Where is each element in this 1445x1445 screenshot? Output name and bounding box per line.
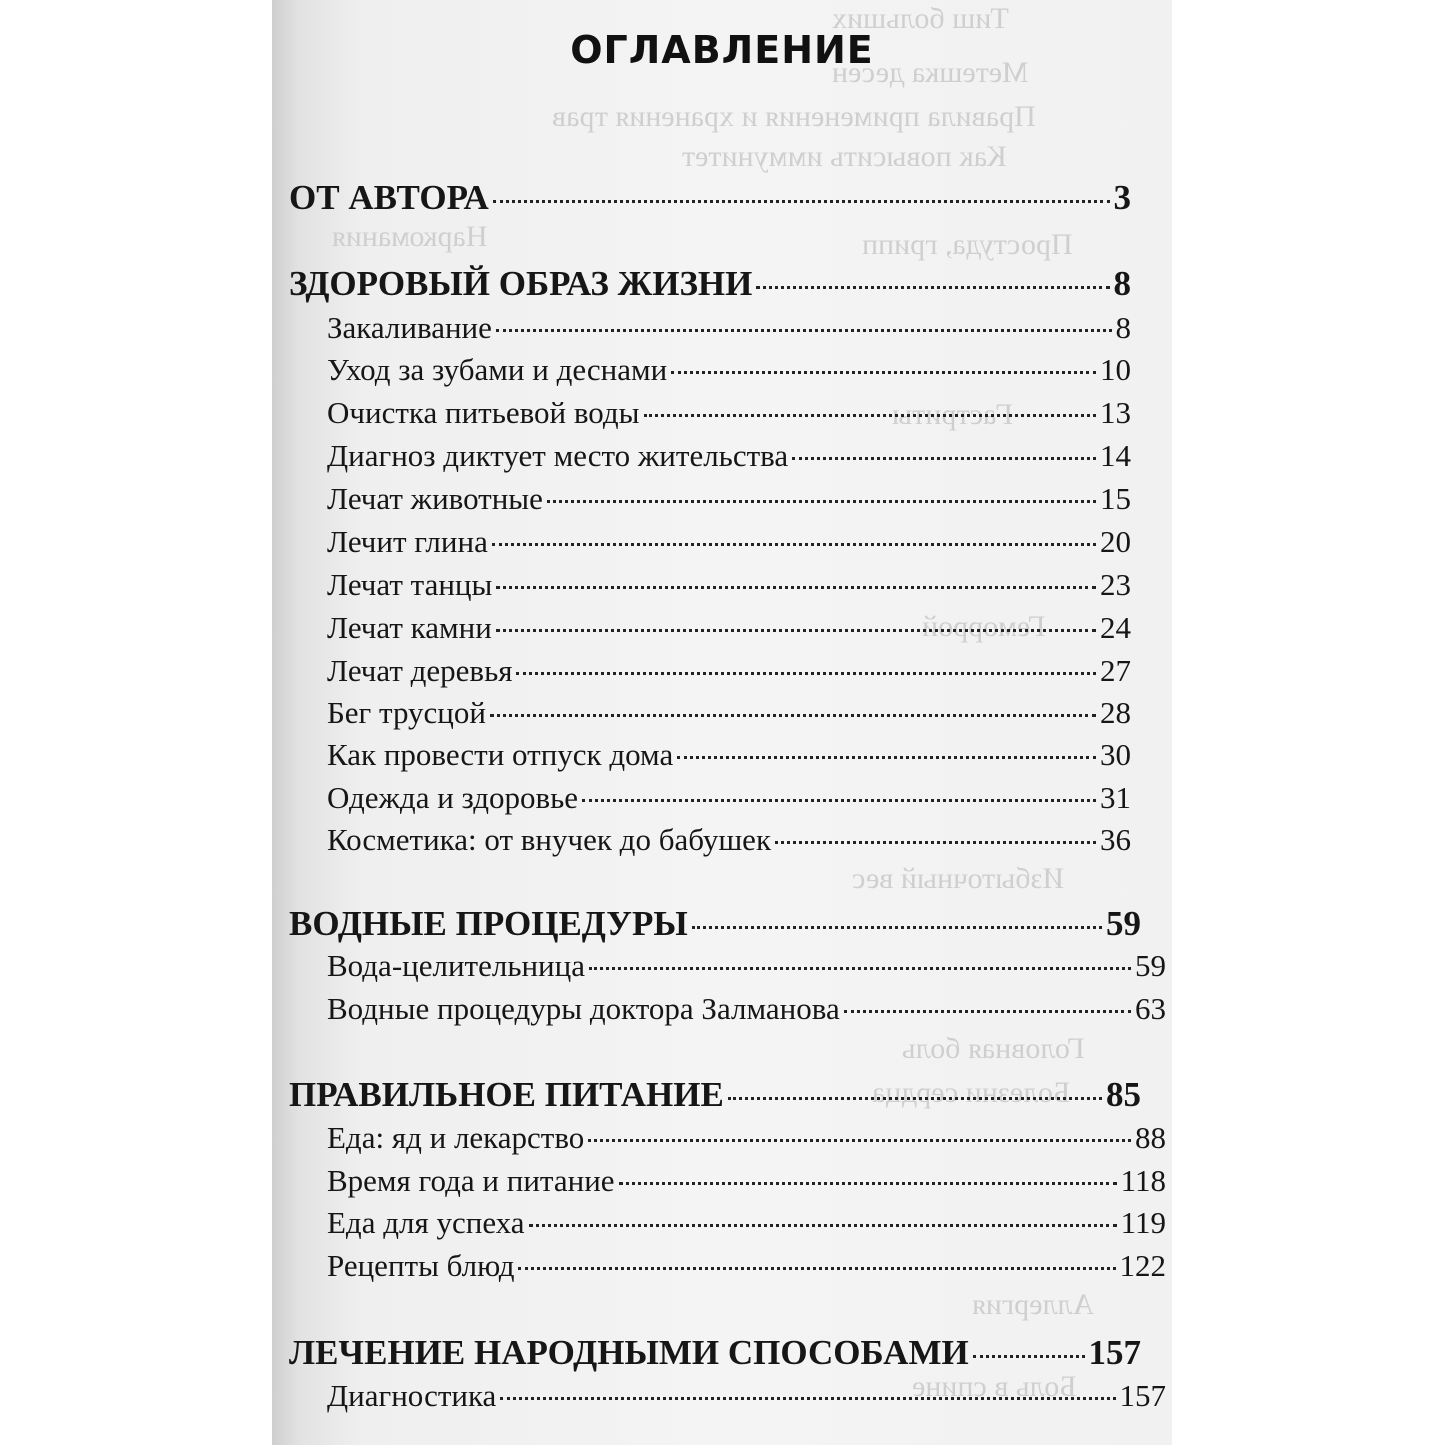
toc-entry-title: ПРАВИЛЬНОЕ ПИТАНИЕ	[289, 1075, 724, 1114]
toc-entry-title: Лечит глина	[327, 524, 488, 559]
dot-leader	[518, 1267, 1115, 1270]
toc-entry-title: ЗДОРОВЫЙ ОБРАЗ ЖИЗНИ	[289, 264, 753, 303]
toc-entry[interactable]	[327, 610, 1131, 652]
dot-leader	[973, 1355, 1085, 1358]
toc-entry[interactable]	[327, 991, 1166, 1033]
toc-entry-title: Диагностика	[327, 1378, 497, 1413]
toc-entry[interactable]	[327, 1205, 1166, 1247]
dot-leader	[844, 1010, 1131, 1013]
toc-entry-title: Диагноз диктует место жительства	[327, 438, 789, 473]
toc-entry[interactable]	[327, 1378, 1166, 1420]
toc-entry[interactable]	[289, 178, 1131, 220]
toc-entry[interactable]	[327, 481, 1131, 523]
dot-leader	[490, 714, 1096, 717]
bleed-through-line: Головная боль	[902, 1032, 1085, 1065]
dot-leader	[582, 799, 1096, 802]
toc-entry-title: ВОДНЫЕ ПРОЦЕДУРЫ	[289, 904, 688, 943]
toc-entry-title: Закаливание	[327, 310, 492, 345]
bleed-through-line: Аллергия	[972, 1288, 1095, 1321]
dot-leader	[496, 629, 1096, 632]
toc-entry-title: Вода-целительница	[327, 948, 585, 983]
toc-page-number: 157	[1088, 1333, 1141, 1372]
toc-entry-title: Рецепты блюд	[327, 1248, 515, 1283]
toc-entry-title: Лечат камни	[327, 610, 492, 645]
dot-leader	[692, 926, 1102, 929]
toc-page-number: 30	[1100, 737, 1131, 772]
dot-leader	[500, 1397, 1115, 1400]
toc-entry-title: ЛЕЧЕНИЕ НАРОДНЫМИ СПОСОБАМИ	[289, 1333, 969, 1372]
toc-page-number: 36	[1100, 822, 1131, 857]
toc-page-number: 10	[1100, 352, 1131, 387]
dot-leader	[671, 371, 1096, 374]
dot-leader	[756, 286, 1109, 289]
toc-entry[interactable]	[327, 524, 1131, 566]
toc-entry[interactable]	[327, 948, 1166, 990]
toc-entry-title: Косметика: от внучек до бабушек	[327, 822, 772, 857]
toc-page-number: 15	[1100, 481, 1131, 516]
bleed-through-line: Простуда, грипп	[862, 228, 1073, 261]
toc-heading: ОГЛАВЛЕНИЕ	[570, 28, 874, 72]
toc-entry-title: ОТ АВТОРА	[289, 178, 489, 217]
toc-entry[interactable]	[289, 1075, 1141, 1117]
toc-entry[interactable]	[327, 352, 1131, 394]
dot-leader	[493, 200, 1110, 203]
toc-entry-title: Лечат танцы	[327, 567, 493, 602]
dot-leader	[588, 1139, 1131, 1142]
dot-leader	[496, 329, 1112, 332]
toc-page-number: 118	[1120, 1163, 1166, 1198]
toc-entry[interactable]	[327, 310, 1131, 352]
bleed-through-line: Болезни сердца	[872, 1076, 1071, 1109]
dot-leader	[529, 1224, 1117, 1227]
toc-entry-title: Время года и питание	[327, 1163, 615, 1198]
dot-leader	[496, 586, 1096, 589]
toc-entry[interactable]	[327, 438, 1131, 480]
toc-page-number: 59	[1106, 904, 1141, 943]
toc-entry-title: Лечат животные	[327, 481, 543, 516]
toc-entry[interactable]	[327, 395, 1131, 437]
toc-entry[interactable]	[327, 653, 1131, 695]
dot-leader	[492, 543, 1096, 546]
bleed-through-line: Боль в спине	[912, 1370, 1077, 1403]
toc-page-number: 8	[1113, 264, 1131, 303]
bleed-through-line: Наркомания	[332, 220, 488, 253]
toc-page-number: 24	[1100, 610, 1131, 645]
bleed-through-line: Тиш больших	[832, 2, 1009, 35]
toc-page-number: 59	[1135, 948, 1166, 983]
toc-page-number: 85	[1106, 1075, 1141, 1114]
toc-page-number: 122	[1119, 1248, 1166, 1283]
toc-page-number: 3	[1113, 178, 1131, 217]
bleed-through-line: Метешка десен	[832, 56, 1029, 89]
toc-page-number: 28	[1100, 695, 1131, 730]
toc-page-number: 88	[1135, 1120, 1166, 1155]
dot-leader	[589, 967, 1131, 970]
toc-page-number: 8	[1115, 310, 1131, 345]
toc-page-number: 157	[1119, 1378, 1166, 1413]
toc-page-number: 63	[1135, 991, 1166, 1026]
toc-page-number: 20	[1100, 524, 1131, 559]
toc-entry[interactable]	[289, 1333, 1141, 1375]
toc-entry-title: Одежда и здоровье	[327, 780, 579, 815]
toc-entry-title: Как провести отпуск дома	[327, 737, 674, 772]
dot-leader	[728, 1097, 1102, 1100]
toc-entry[interactable]	[327, 1163, 1166, 1205]
toc-page-number: 14	[1100, 438, 1131, 473]
dot-leader	[792, 457, 1096, 460]
toc-entry-title: Еда: яд и лекарство	[327, 1120, 585, 1155]
dot-leader	[516, 672, 1096, 675]
dot-leader	[677, 756, 1096, 759]
toc-page-number: 23	[1100, 567, 1131, 602]
dot-leader	[644, 414, 1097, 417]
toc-page-number: 13	[1100, 395, 1131, 430]
dot-leader	[547, 500, 1096, 503]
toc-entry[interactable]	[327, 695, 1131, 737]
dot-leader	[619, 1182, 1117, 1185]
toc-page-number: 119	[1120, 1205, 1166, 1240]
toc-entry[interactable]	[289, 904, 1141, 946]
dot-leader	[775, 841, 1096, 844]
toc-entry-title: Очистка питьевой воды	[327, 395, 640, 430]
toc-entry[interactable]	[327, 567, 1131, 609]
toc-entry[interactable]	[327, 1248, 1166, 1290]
bleed-through-line: Геморрой	[922, 610, 1046, 643]
toc-entry[interactable]	[327, 822, 1131, 864]
toc-entry-title: Бег трусцой	[327, 695, 486, 730]
toc-entry[interactable]	[289, 264, 1131, 306]
toc-page-number: 31	[1100, 780, 1131, 815]
toc-entry-title: Водные процедуры доктора Залманова	[327, 991, 840, 1026]
toc-page-number: 27	[1100, 653, 1131, 688]
bleed-through-line: Гастриты	[892, 398, 1014, 431]
book-page	[272, 0, 1172, 1445]
bleed-through-line: Избыточный вес	[852, 862, 1065, 895]
toc-entry-title: Уход за зубами и деснами	[327, 352, 668, 387]
toc-entry-title: Еда для успеха	[327, 1205, 525, 1240]
bleed-through-line: Как повысить иммунитет	[682, 140, 1007, 173]
toc-entry-title: Лечат деревья	[327, 653, 513, 688]
toc-entry[interactable]	[327, 737, 1131, 779]
bleed-through-line: Правила применения и хранения трав	[552, 100, 1036, 133]
toc-entry[interactable]	[327, 1120, 1166, 1162]
toc-entry[interactable]	[327, 780, 1131, 822]
